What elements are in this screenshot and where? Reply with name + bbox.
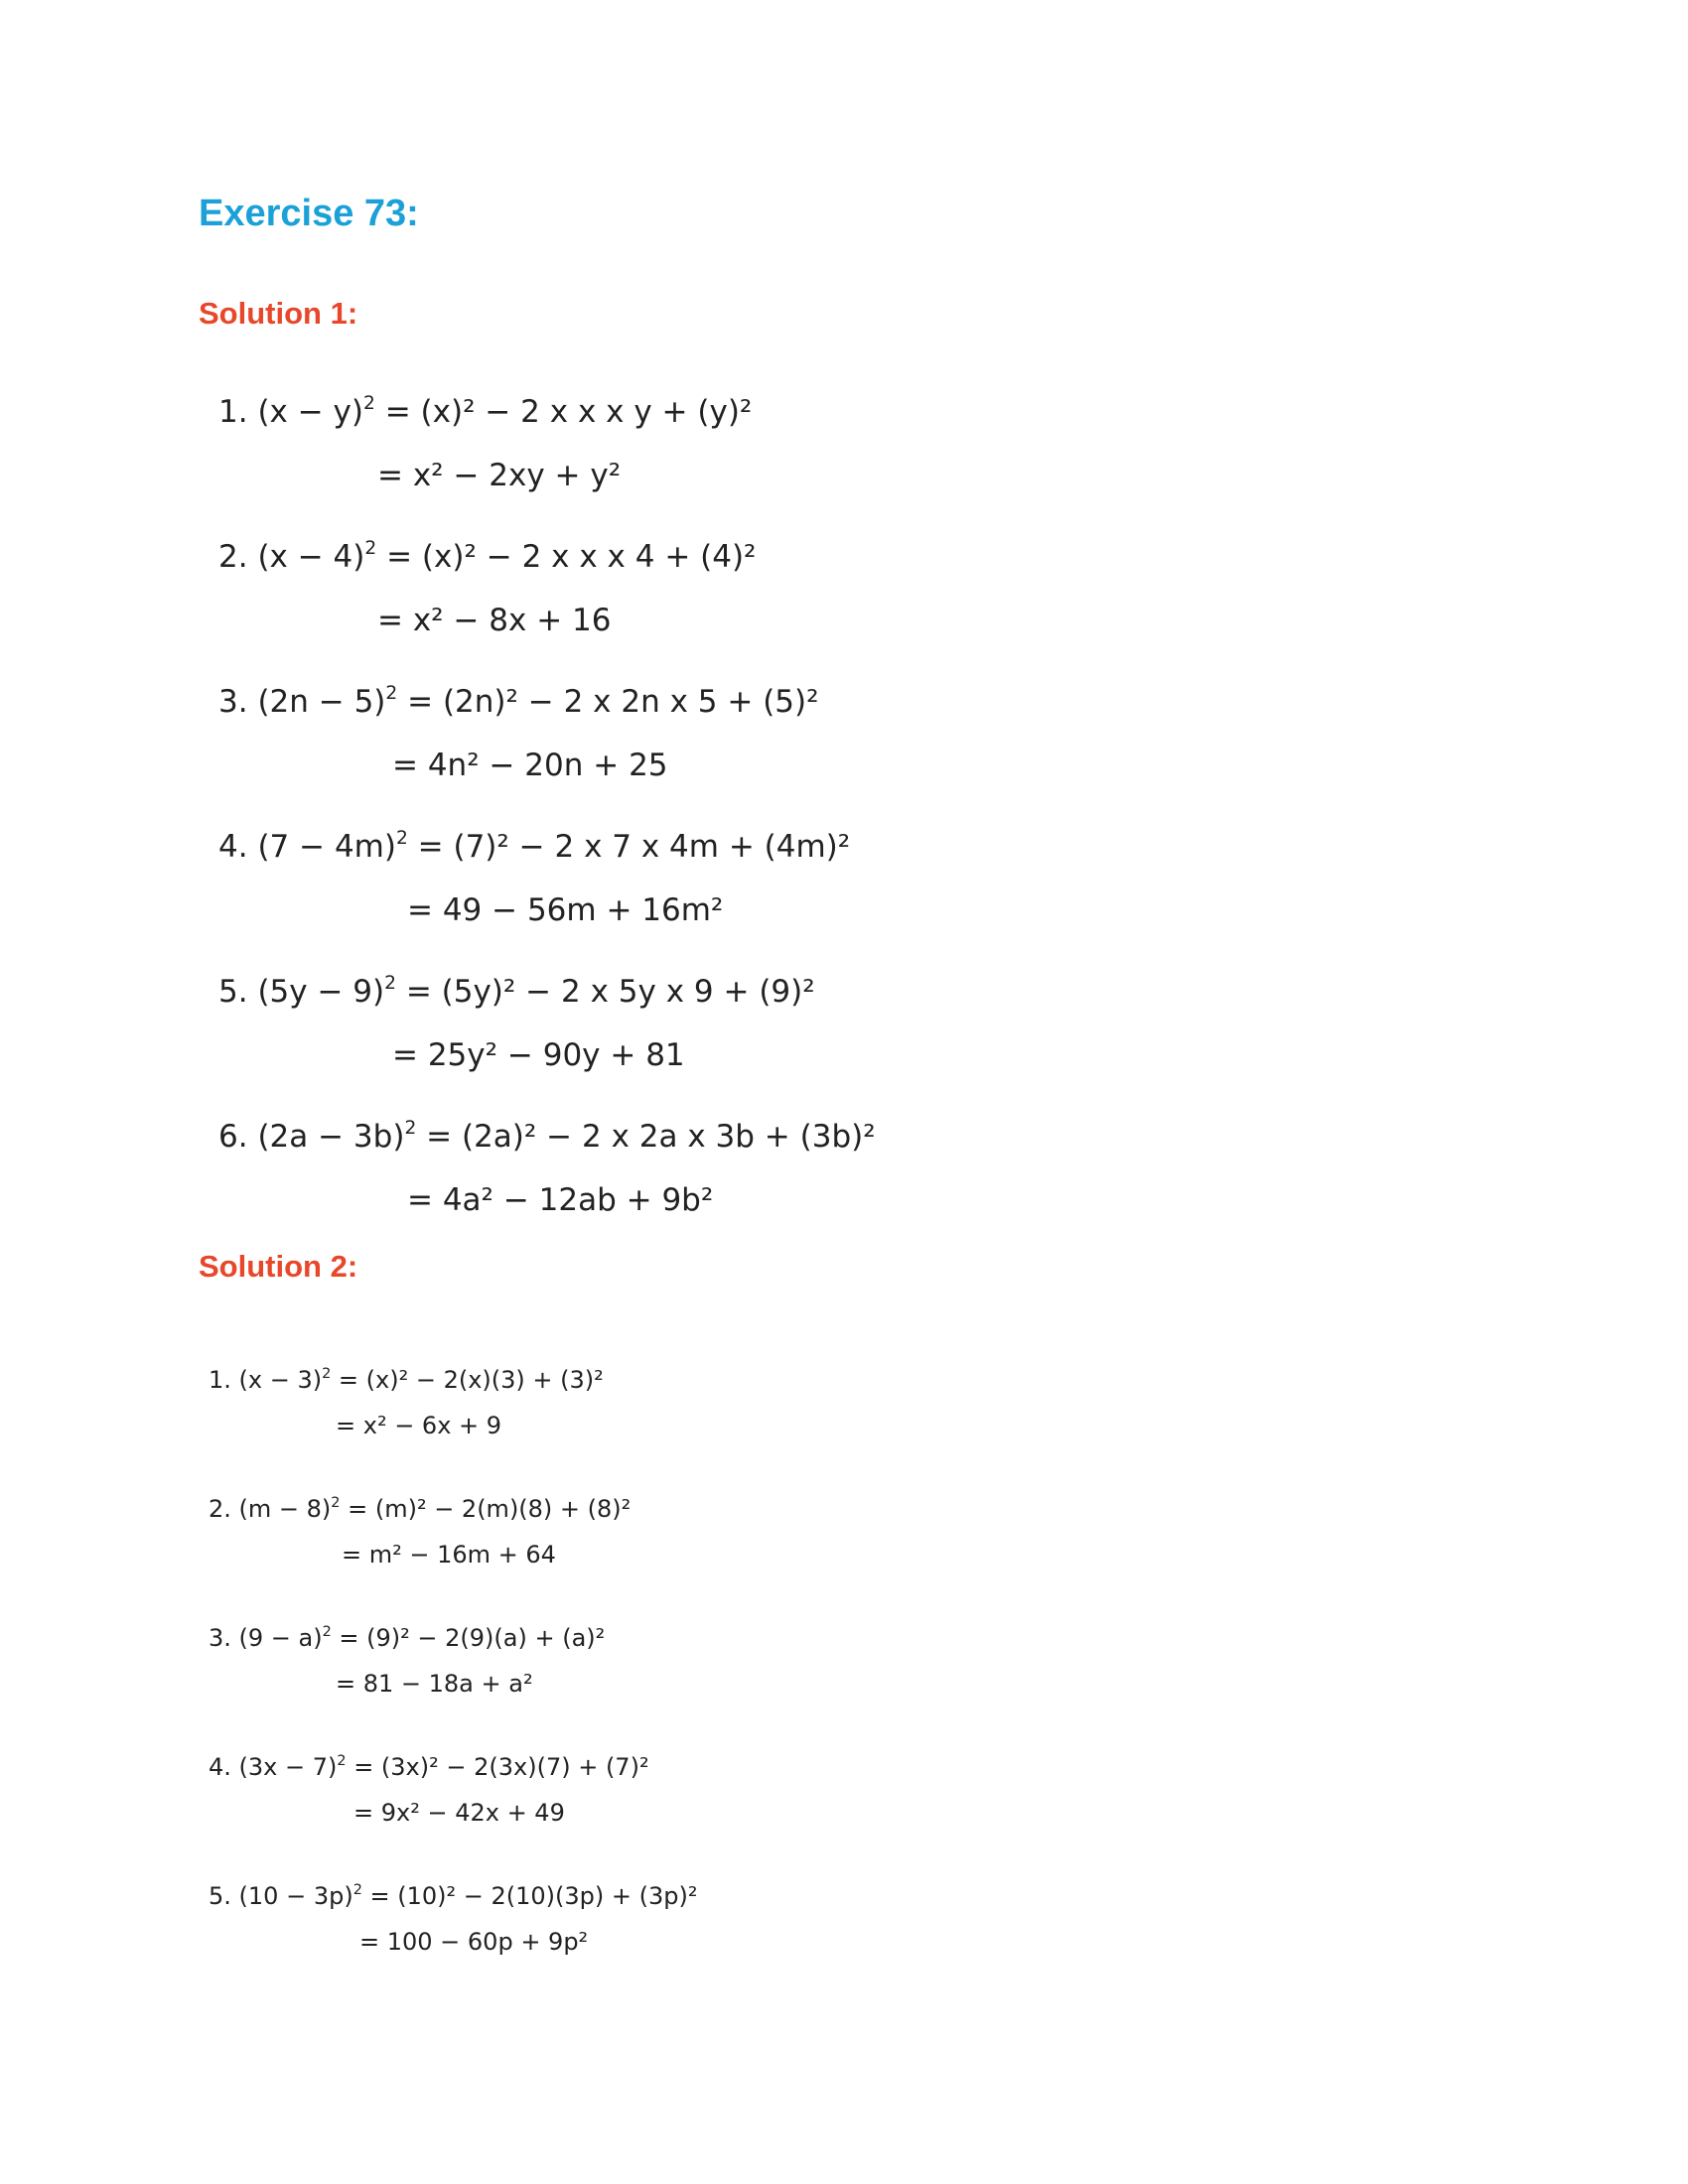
problem-result: = x² − 8x + 16 (377, 603, 612, 638)
problem-equation (218, 972, 815, 1010)
problem-expansion: = (10)² − 2(10)(3p) + (3p)² (369, 1882, 698, 1910)
problem-result: = 81 − 18a + a² (336, 1670, 533, 1698)
lhs-exponent: 2 (384, 972, 396, 994)
lhs-exponent: 2 (395, 827, 408, 849)
problem-number: 4. (209, 1753, 231, 1781)
problem-expansion: = (x)² − 2 x x x 4 + (4)² (386, 539, 757, 575)
problem-number: 3. (209, 1624, 231, 1652)
lhs-exponent: 2 (385, 682, 398, 704)
problem-number: 4. (218, 829, 248, 865)
problem-lhs: (5y − 9) (257, 974, 385, 1010)
lhs-exponent: 2 (322, 1365, 332, 1382)
problem-number: 2. (209, 1495, 231, 1523)
problem-lhs: (3x − 7) (238, 1753, 338, 1781)
problem-expansion: = (2n)² − 2 x 2n x 5 + (5)² (407, 684, 819, 720)
problem-lhs: (9 − a) (238, 1624, 323, 1652)
problem-result: = 4a² − 12ab + 9b² (407, 1182, 714, 1218)
problem-equation (209, 1881, 698, 1910)
problem-lhs: (2n − 5) (257, 684, 386, 720)
problem-equation (218, 682, 819, 720)
problem-lhs: (x − 4) (257, 539, 365, 575)
problem-equation (209, 1494, 632, 1523)
problem-result: = 25y² − 90y + 81 (392, 1037, 685, 1073)
lhs-exponent: 2 (404, 1117, 417, 1139)
problem-lhs: (2a − 3b) (257, 1119, 405, 1155)
problem-number: 3. (218, 684, 248, 720)
lhs-exponent: 2 (363, 392, 375, 414)
problem-number: 5. (218, 974, 248, 1010)
problem-equation (218, 392, 753, 430)
problem-lhs: (10 − 3p) (238, 1882, 353, 1910)
problem-lhs: (x − 3) (238, 1366, 323, 1394)
problem-result: = x² − 2xy + y² (377, 458, 622, 493)
problem-expansion: = (9)² − 2(9)(a) + (a)² (339, 1624, 606, 1652)
problem-number: 1. (218, 394, 248, 430)
solution-1-title: Solution 1: (199, 296, 358, 331)
problem-equation (209, 1752, 649, 1781)
problem-lhs: (7 − 4m) (257, 829, 396, 865)
lhs-exponent: 2 (322, 1623, 332, 1640)
problem-expansion: = (x)² − 2(x)(3) + (3)² (338, 1366, 604, 1394)
problem-result: = x² − 6x + 9 (336, 1412, 502, 1439)
problem-expansion: = (m)² − 2(m)(8) + (8)² (348, 1495, 632, 1523)
problem-expansion: = (3x)² − 2(3x)(7) + (7)² (353, 1753, 649, 1781)
problem-result: = 9x² − 42x + 49 (353, 1799, 565, 1827)
lhs-exponent: 2 (337, 1752, 347, 1769)
problem-equation (209, 1365, 604, 1394)
problem-result: = 4n² − 20n + 25 (392, 748, 668, 783)
problem-result: = m² − 16m + 64 (342, 1541, 556, 1569)
problem-number: 6. (218, 1119, 248, 1155)
problem-lhs: (m − 8) (238, 1495, 332, 1523)
problem-equation (218, 1117, 876, 1155)
lhs-exponent: 2 (331, 1494, 341, 1511)
problem-result: = 49 − 56m + 16m² (407, 892, 724, 928)
problem-expansion: = (5y)² − 2 x 5y x 9 + (9)² (405, 974, 815, 1010)
problem-equation (218, 537, 757, 575)
problem-expansion: = (x)² − 2 x x x y + (y)² (384, 394, 753, 430)
problem-expansion: = (7)² − 2 x 7 x 4m + (4m)² (417, 829, 851, 865)
problem-result: = 100 − 60p + 9p² (359, 1928, 589, 1956)
problem-number: 2. (218, 539, 248, 575)
problem-lhs: (x − y) (257, 394, 363, 430)
solution-2-title: Solution 2: (199, 1249, 358, 1284)
problem-expansion: = (2a)² − 2 x 2a x 3b + (3b)² (426, 1119, 876, 1155)
lhs-exponent: 2 (352, 1881, 362, 1898)
problem-number: 1. (209, 1366, 231, 1394)
lhs-exponent: 2 (364, 537, 377, 559)
problem-equation (209, 1623, 606, 1652)
problem-number: 5. (209, 1882, 231, 1910)
exercise-title: Exercise 73: (199, 193, 419, 234)
problem-equation (218, 827, 851, 865)
